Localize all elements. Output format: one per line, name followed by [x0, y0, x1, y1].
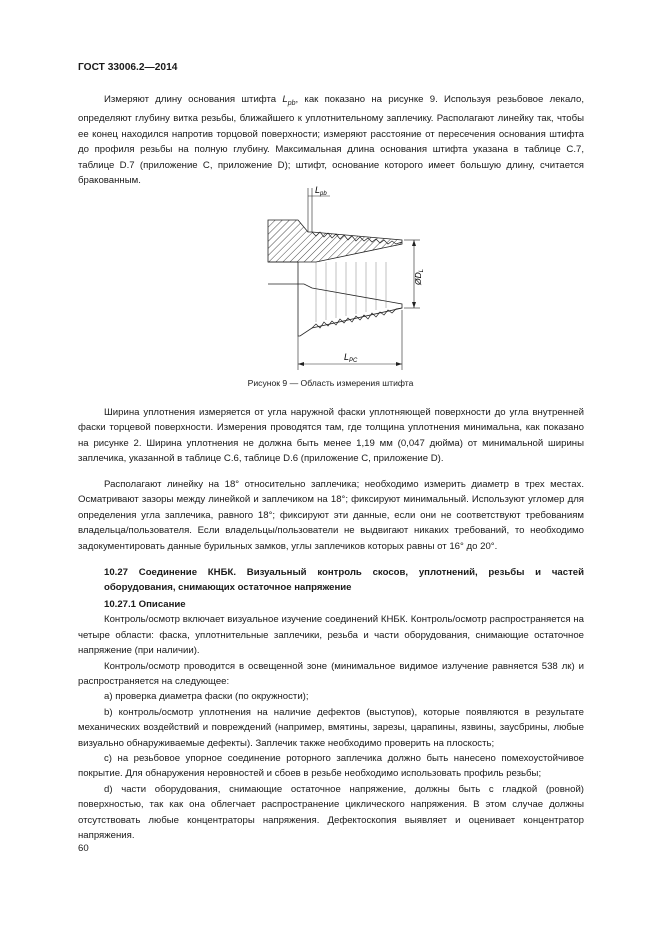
paragraph-ruler: [78, 477, 584, 554]
lpb-subscript: pb: [287, 99, 296, 107]
list-item-a: а) проверка диаметра фаски (по окружности);: [104, 691, 309, 703]
list-item-c: с) на резьбовое упорное соединение роторного заплечика должно быть нанесено помехоустойчивое покрытие. Для обнаружения неровностей и сбоев в резьбе необходимо использовать профиль резьбы;: [78, 753, 584, 780]
page-number: 60: [78, 843, 89, 854]
pin-measurement-figure: [250, 180, 440, 375]
para3: Располагают линейку на 18° относительно заплечика; необходимо измерить диаметр в трех местах. Осматривают зазоры между линейкой и заплечиком на 18°; фиксируют минимальный. Используют угломер для определения угла заплечика, равного 18°; фиксируют эти данные, если они не соответствуют требованиям владельца/пользователя. Если владельцы/пользователи не выдвигают никаких требований, то необходимо задокументировать данные бурильных замков, углы заплечиков которых равны от 16° до 20°.: [78, 479, 584, 552]
pin-upper-section: [268, 220, 402, 262]
para1-post: , как показано на рисунке 9. Используя резьбовое лекало, определяют глубину витка резьбы, ближайшего к уплотнительному заплечику. Располагают линейку так, чтобы ее конец находился напротив торцовой поверхности; измеряют расстояние от пересечения основания штифта до профиля резьбы на полную глубину. Максимальная длина основания штифта указана в таблице С.7, таблице D.7 (приложение С, приложение D); штифт, основание которого имеет большую длину, считается бракованным.: [78, 94, 584, 186]
lpb-label: $L_{pb}$: [315, 185, 327, 197]
para1-pre: Измеряют длину основания штифта: [104, 94, 283, 105]
section-10-27: [78, 565, 584, 596]
list-item-b: b) контроль/осмотр уплотнения на наличие дефектов (выступов), которые появляются в результате механических воздействий и повреждений (например, вмятины, зарезы, царапины, язвины, заусбрины, любые визуально обнаруживаемые дефекты). Заплечик также необходимо проверить на плоскость;: [78, 706, 584, 749]
paragraph-pin-length: [78, 92, 584, 188]
lpb-symbol: L: [282, 94, 288, 105]
section-body: [78, 597, 584, 844]
subsection-heading: 10.27.1 Описание: [104, 599, 186, 610]
lpc-label: $L_{PC}$: [344, 352, 358, 364]
section-heading: 10.27 Соединение КНБК. Визуальный контроль скосов, уплотнений, резьбы и частей оборудования, снимающих остаточное напряжение: [104, 567, 584, 594]
para4: Контроль/осмотр включает визуальное изучение соединений КНБК. Контроль/осмотр распространяется на четыре области: фаска, уплотнительные заплечики, резьба и части оборудования, снимающие остаточное напряжение (при наличии).: [78, 614, 584, 657]
figure-caption: Рисунок 9 — Область измерения штифта: [247, 378, 414, 388]
paragraph-seal-width: [78, 405, 584, 467]
para2: Ширина уплотнения измеряется от угла наружной фаски уплотняющей поверхности до угла внутренней фаски торцевой поверхности. Измерения проводятся там, где толщина уплотнения минимальна, как показано на рисунке 2. Ширина уплотнения не должна быть менее 1,19 мм (0,047 дюйма) от минимальной ширины заплечика, указанной в таблице С.6, таблице D.6 (приложение С, приложение D).: [78, 407, 584, 465]
document-header: ГОСТ 33006.2—2014: [78, 62, 178, 73]
para5: Контроль/осмотр проводится в освещенной зоне (минимальное видимое излучение равняется 538 лк) и распространяется на следующее:: [78, 660, 584, 688]
diameter-label: $ØD_L$: [413, 268, 425, 285]
list-item-d: d) части оборудования, снимающие остаточное напряжение, должны быть с гладкой (ровной) поверхностью, так как она облегчает распространение циклического напряжения. В этом случае должны отсутствовать любые концентраторы напряжения. Дефектоскопия выявляет и оценивает концентратор напряжения.: [78, 783, 584, 842]
pin-lower-outline: [298, 284, 402, 336]
